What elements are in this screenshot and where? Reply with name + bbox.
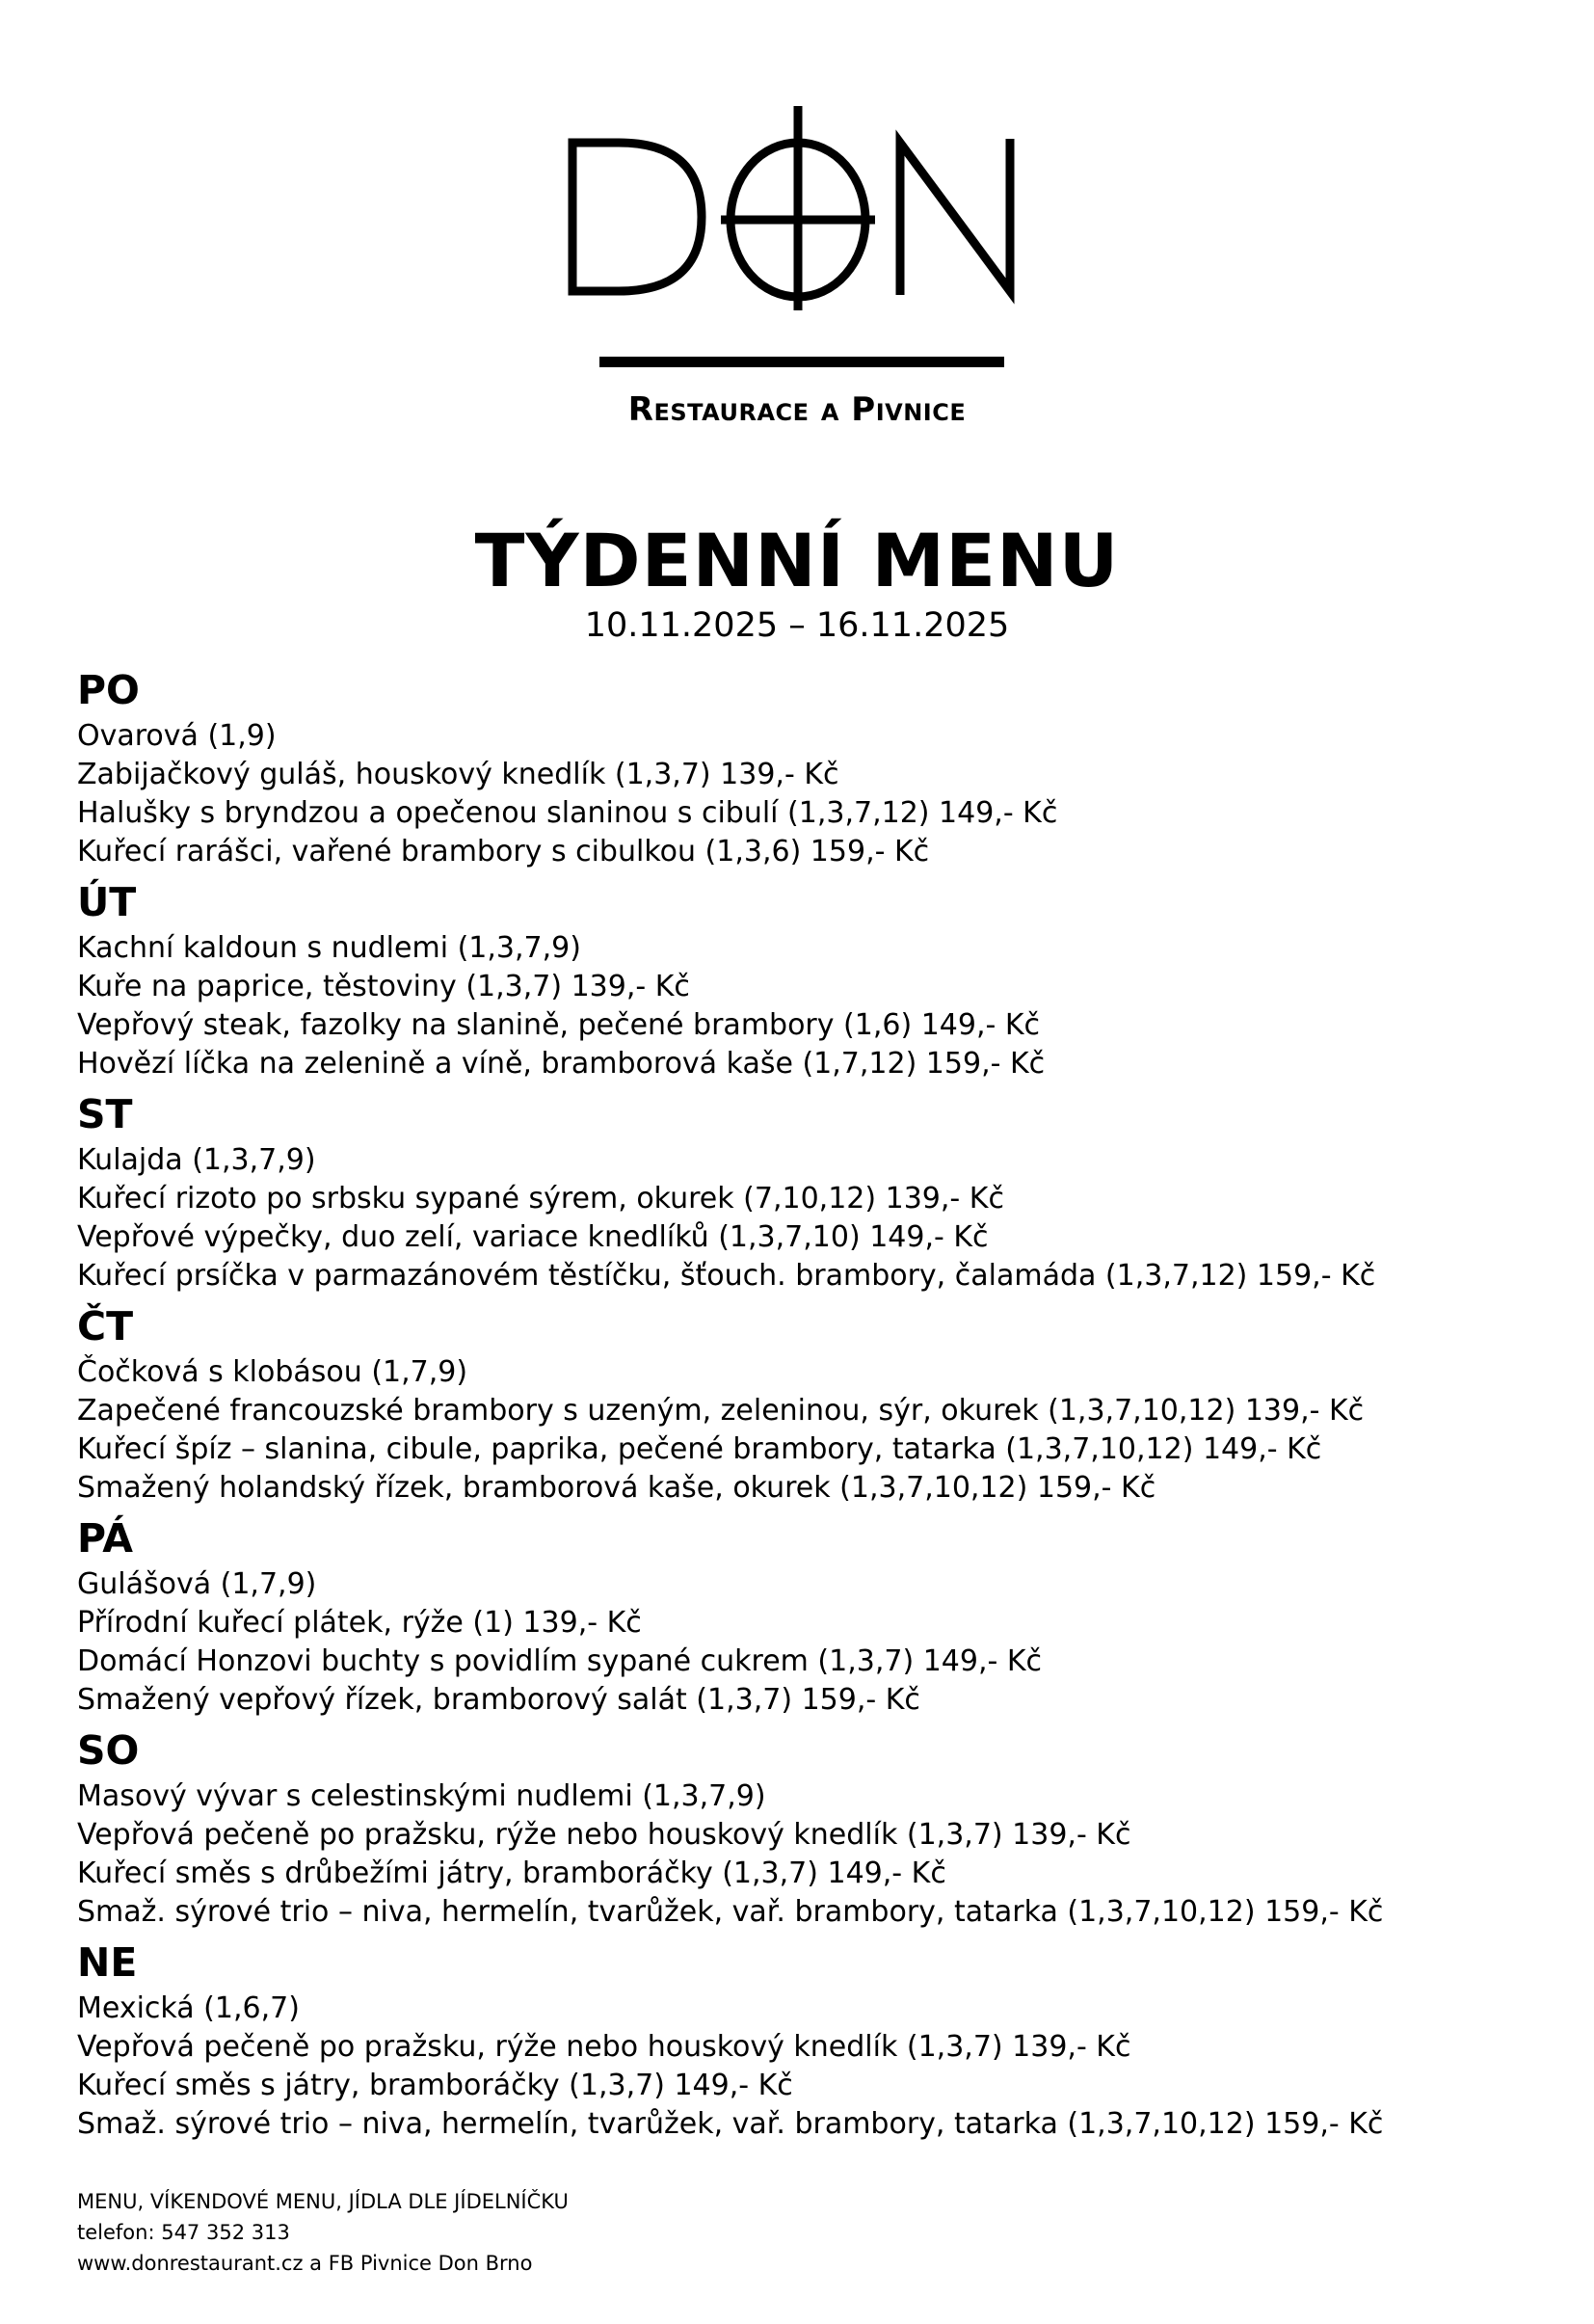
menu-item: Gulášová (1,7,9) xyxy=(77,1567,317,1601)
logo-letter-n xyxy=(900,139,1010,295)
menu-item: Kulajda (1,3,7,9) xyxy=(77,1143,316,1177)
restaurant-subtitle: Restaurace a Pivnice xyxy=(627,390,967,429)
menu-item: Čočková s klobásou (1,7,9) xyxy=(77,1355,468,1389)
menu-item: Zapečené francouzské brambory s uzeným, zeleninou, sýr, okurek (1,3,7,10,12) 139,- Kč xyxy=(77,1394,1365,1428)
day-section-ct xyxy=(77,1299,1561,1508)
menu-item: Masový vývar s celestinskými nudlemi (1,3,7,9) xyxy=(77,1779,766,1813)
footer-note: MENU, VÍKENDOVÉ MENU, JÍDLA DLE JÍDELNÍČKU xyxy=(77,2190,569,2213)
day-label: PÁ xyxy=(77,1515,134,1562)
logo-letter-d xyxy=(572,143,702,291)
menu-item: Domácí Honzovi buchty s povidlím sypané cukrem (1,3,7) 149,- Kč xyxy=(77,1644,1043,1678)
day-label: ČT xyxy=(77,1303,134,1349)
menu-item: Kuřecí směs s játry, bramboráčky (1,3,7) 149,- Kč xyxy=(77,2069,793,2102)
day-label: SO xyxy=(77,1727,140,1774)
menu-item: Kuře na paprice, těstoviny (1,3,7) 139,- Kč xyxy=(77,970,690,1003)
menu-item: Smaž. sýrové trio – niva, hermelín, tvarůžek, vař. brambory, tatarka (1,3,7,10,12) 159,- Kč xyxy=(77,2107,1384,2141)
menu-item: Vepřová pečeně po pražsku, rýže nebo houskový knedlík (1,3,7) 139,- Kč xyxy=(77,2030,1131,2064)
menu-item: Vepřové výpečky, duo zelí, variace knedlíků (1,3,7,10) 149,- Kč xyxy=(77,1220,989,1254)
day-label: ÚT xyxy=(77,879,137,925)
menu-item: Smažený vepřový řízek, bramborový salát (1,3,7) 159,- Kč xyxy=(77,1683,920,1717)
menu-item: Vepřový steak, fazolky na slanině, pečené brambory (1,6) 149,- Kč xyxy=(77,1008,1041,1042)
menu-item: Kuřecí rarášci, vařené brambory s cibulkou (1,3,6) 159,- Kč xyxy=(77,835,930,868)
date-range: 10.11.2025 – 16.11.2025 xyxy=(584,606,1010,645)
menu-item: Vepřová pečeně po pražsku, rýže nebo houskový knedlík (1,3,7) 139,- Kč xyxy=(77,1818,1131,1852)
menu-item: Ovarová (1,9) xyxy=(77,719,277,753)
footer xyxy=(77,2186,1041,2279)
day-label: NE xyxy=(77,1939,138,1986)
menu-item: Mexická (1,6,7) xyxy=(77,1991,300,2025)
day-section-pa xyxy=(77,1511,1561,1720)
don-logo xyxy=(559,106,1041,318)
menu-item: Kachní kaldoun s nudlemi (1,3,7,9) xyxy=(77,931,581,965)
menu-item: Smaž. sýrové trio – niva, hermelín, tvarůžek, vař. brambory, tatarka (1,3,7,10,12) 159,- Kč xyxy=(77,1895,1384,1929)
day-section-ut xyxy=(77,875,1561,1083)
menu-item: Kuřecí směs s drůbežími játry, bramboráčky (1,3,7) 149,- Kč xyxy=(77,1857,946,1890)
logo-crosshair-o xyxy=(721,106,875,310)
day-section-st xyxy=(77,1087,1561,1296)
menu-item: Kuřecí špíz – slanina, cibule, paprika, pečené brambory, tatarka (1,3,7,10,12) 149,- Kč xyxy=(77,1432,1322,1466)
menu-item: Kuřecí prsíčka v parmazánovém těstíčku, šťouch. brambory, čalamáda (1,3,7,12) 159,- Kč xyxy=(77,1259,1376,1293)
menu-item: Kuřecí rizoto po srbsku sypané sýrem, okurek (7,10,12) 139,- Kč xyxy=(77,1182,1004,1215)
menu-item: Halušky s bryndzou a opečenou slaninou s cibulí (1,3,7,12) 149,- Kč xyxy=(77,796,1058,830)
menu-item: Přírodní kuřecí plátek, rýže (1) 139,- Kč xyxy=(77,1606,642,1640)
footer-phone: telefon: 547 352 313 xyxy=(77,2221,290,2244)
footer-website: www.donrestaurant.cz a FB Pivnice Don Brno xyxy=(77,2252,533,2275)
menu-item: Smažený holandský řízek, bramborová kaše, okurek (1,3,7,10,12) 159,- Kč xyxy=(77,1471,1156,1505)
menu-item: Hovězí líčka na zelenině a víně, bramborová kaše (1,7,12) 159,- Kč xyxy=(77,1047,1046,1081)
day-section-so xyxy=(77,1723,1561,1932)
logo-divider xyxy=(599,357,1004,367)
menu-item: Zabijačkový guláš, houskový knedlík (1,3,7) 139,- Kč xyxy=(77,758,839,791)
weekly-menu xyxy=(77,663,1561,2148)
page-title: TÝDENNÍ MENU xyxy=(474,518,1120,603)
day-section-po xyxy=(77,663,1561,871)
day-section-ne xyxy=(77,1936,1561,2144)
day-label: ST xyxy=(77,1091,133,1137)
day-label: PO xyxy=(77,667,140,713)
